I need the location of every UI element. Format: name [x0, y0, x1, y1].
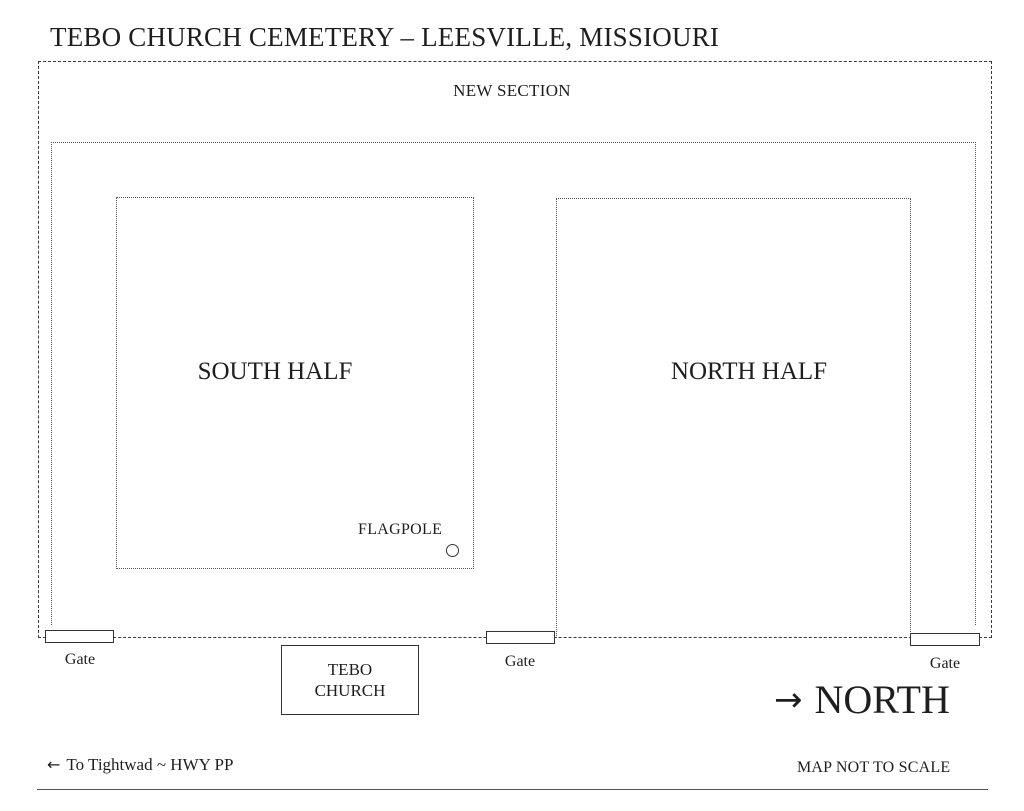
bottom-divider [37, 789, 988, 790]
new-section-label: NEW SECTION [453, 81, 571, 100]
flagpole-icon [446, 544, 459, 557]
church-label: TEBO CHURCH [314, 659, 386, 700]
gate-marker-3 [910, 633, 980, 646]
gate-label-1: Gate [64, 651, 96, 668]
directions-note [47, 756, 233, 773]
tebo-church-building [281, 645, 419, 715]
north-half-area [556, 198, 911, 638]
north-indicator [774, 677, 950, 722]
gate-marker-1 [45, 630, 114, 643]
gate-label-2: Gate [504, 653, 536, 670]
south-half-label: SOUTH HALF [197, 358, 353, 385]
map-title: TEBO CHURCH CEMETERY – LEESVILLE, MISSIOURI [50, 22, 720, 52]
right-arrow-icon: → [774, 680, 803, 720]
north-half-label: NORTH HALF [670, 358, 828, 385]
north-label: NORTH [814, 677, 950, 722]
gate-marker-2 [486, 631, 555, 644]
directions-label: To Tightwad ~ HWY PP [66, 755, 234, 774]
scale-note: MAP NOT TO SCALE [797, 759, 951, 776]
gate-label-3: Gate [929, 655, 961, 672]
flagpole-label: FLAGPOLE [358, 521, 443, 538]
left-arrow-icon: ← [47, 754, 61, 774]
